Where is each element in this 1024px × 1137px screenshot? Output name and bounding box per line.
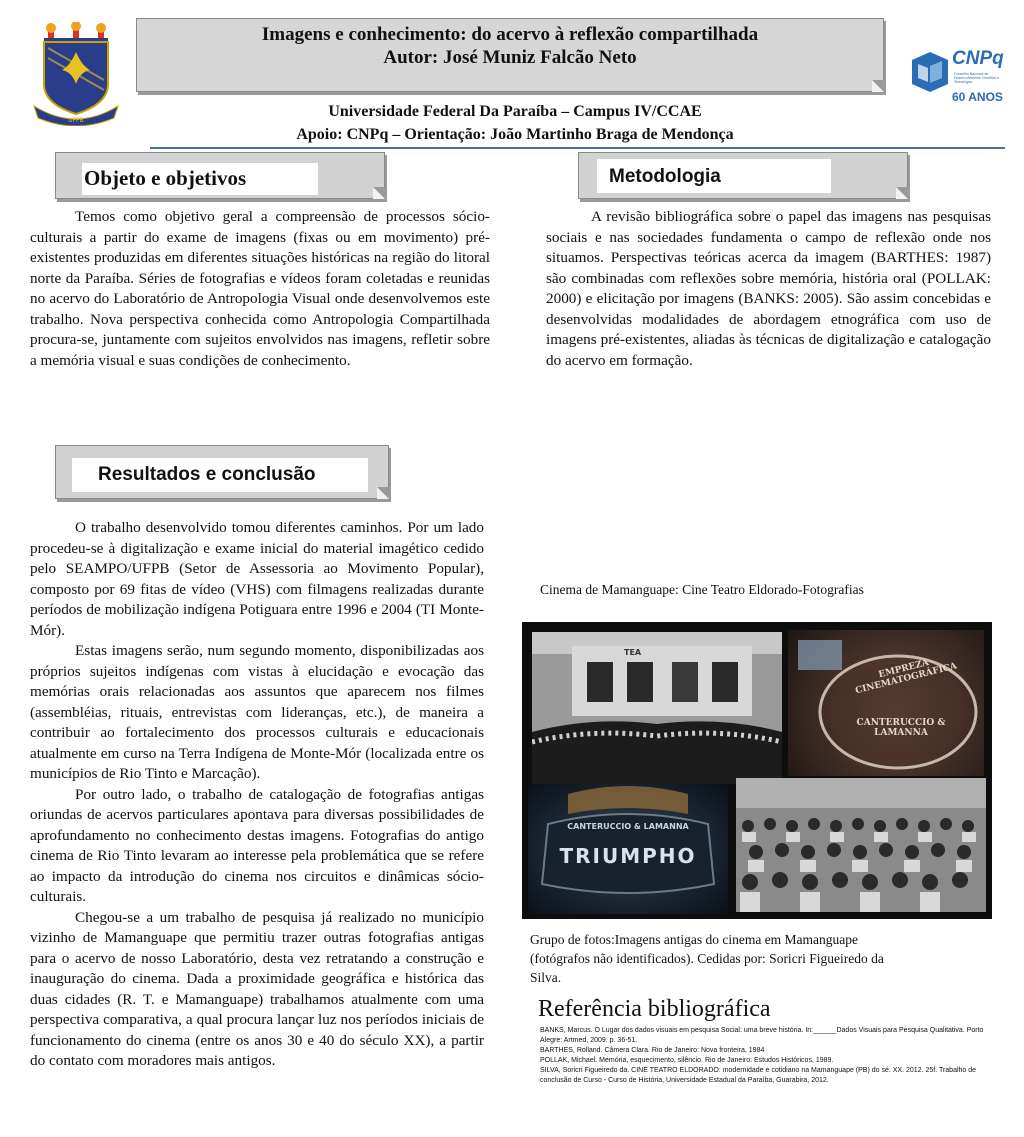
building-sign: TEA bbox=[624, 648, 642, 657]
poster-author: Autor: José Muniz Falcão Neto bbox=[383, 47, 637, 68]
photo-cinema-building bbox=[532, 632, 782, 784]
resultados-paragraph-2: Estas imagens serão, num segundo momento, disponibilizadas aos próprios sujeitos indígenas com vistas à elucidação e evocação das memórias orais relacionadas aos assuntos que aparecem nos filmes (assembléias, rituais, entrevistas com lideranças, etc.), de maneira a contribuir ao fortalecimento dos processos culturais e educacionais atualmente em curso na Terra Indígena de Monte-Mór (localizada entre os municípios de Rio Tinto e Marcação). bbox=[30, 642, 484, 782]
cnpq-subtitle: Conselho Nacional de Desenvolvimento Científico e Tecnológico bbox=[954, 72, 1000, 84]
poster-title-box bbox=[136, 18, 884, 92]
objetivos-text bbox=[30, 207, 490, 371]
objetivos-paragraph: Temos como objetivo geral a compreensão de processos sócio-culturais a partir do exame de imagens (fixas ou em movimento) pré-existentes produzidas em diferentes situações históricas na região do litoral norte da Paraíba. Séries de fotografias e vídeos foram coletadas e reunidas no acervo do Laboratório de Antropologia Visual onde desenvolvemos este trabalho. Nova perspectiva conhecida como Antropologia Compartilhada procura-se, juntamente com sujeitos envolvidos nas imagens, refletir sobre a memória visual e suas condições de conhecimento. bbox=[30, 208, 490, 369]
photo-audience bbox=[736, 778, 986, 912]
university-crest-icon bbox=[30, 22, 122, 126]
institution-line: Universidade Federal Da Paraíba – Campus IV/CCAE bbox=[328, 103, 702, 120]
section-header-metodologia bbox=[578, 152, 908, 199]
photo-caption-bottom: Grupo de fotos:Imagens antigas do cinema em Mamanguape (fotógrafos não identificados). Cedidas por: Soricri Figueiredo da Silva. bbox=[530, 932, 884, 985]
photo-projector bbox=[528, 784, 728, 914]
reference-item: BARTHES, Rolland. Câmera Clara. Rio de Janeiro: Nova fronteira, 1984 bbox=[540, 1047, 765, 1054]
metodologia-paragraph: A revisão bibliográfica sobre o papel das imagens nas pesquisas sociais e nas sociedades fundamenta o campo de reflexão onde nos situamos. Perspectivas teóricas acerca da imagem (BARTHES: 1987) são combinadas com reflexões sobre memória, história oral (POLLAK: 2000) e elicitação por imagens (BANKS: 2005). São assim concebidas e desenvolvidas modalidades de abordagem etnográfica com uso de imagens pré-existentes, aliadas às técnicas de digitalização e catalogação do acervo em formação. bbox=[546, 208, 991, 369]
section-header-resultados bbox=[55, 445, 389, 499]
section-title-metodologia: Metodologia bbox=[609, 166, 721, 187]
references-heading: Referência bibliográfica bbox=[538, 996, 771, 1022]
section-title-objetivos: Objeto e objetivos bbox=[84, 166, 247, 190]
photo-emblem bbox=[788, 630, 984, 776]
section-header-objetivos bbox=[55, 152, 385, 199]
resultados-paragraph-1: O trabalho desenvolvido tomou diferentes caminhos. Por um lado procedeu-se à digitalização e exame inicial do material imagético cedido pelo SEAMPO/UFPB (Setor de Assessoria ao Movimento Popular), composto por 69 fitas de vídeo (VHS) com filmagens realizadas durante períodos de mobilização indígena Potiguara entre 1996 e 2004 (TI Monte-Mór). bbox=[30, 519, 484, 639]
cnpq-60-anos: 60 ANOS bbox=[952, 90, 1003, 104]
photo-collage bbox=[522, 622, 992, 919]
page-fold-corner bbox=[872, 80, 884, 92]
reference-item: SILVA, Soricri Figueiredo da. CINE TEATRO ELDORADO: modernidade e cotidiano na Mamanguape (PB) do sé. XX. 2012. 25f. Trabalho de conclusão de Curso - Curso de História, Universidade Estadual da Paraíba, Guarabira, 2012. bbox=[540, 1067, 977, 1084]
projector-brand-line: CANTERUCCIO & LAMANNA bbox=[567, 822, 689, 831]
cnpq-logo bbox=[908, 46, 1012, 110]
photo-caption-top: Cinema de Mamanguape: Cine Teatro Eldorado-Fotografias bbox=[540, 582, 864, 597]
support-line: Apoio: CNPq – Orientação: João Martinho Braga de Mendonça bbox=[296, 126, 734, 143]
resultados-paragraph-4: Chegou-se a um trabalho de pesquisa já realizado no município vizinho de Mamanguape que permitiu trazer outras fotografias antigas para o acervo de nosso Laboratório, desta vez retratando a construção e inauguração do cinema. Dada a proximidade geográfica e histórica das duas cidades (R. T. e Mamanguape) trabalhamos atualmente com uma perspectiva comparativa, a qual procura lançar luz nos períodos iniciais de funcionamento do cinema (entre os anos 30 e 40 do século XX), a partir do contato com moradores mais antigos. bbox=[30, 908, 484, 1069]
cnpq-wordmark: CNPq bbox=[952, 48, 1004, 69]
emblem-text: EMPREZA CINEMATOGRÁFICA bbox=[854, 658, 959, 697]
resultados-paragraph-3: Por outro lado, o trabalho de catalogação de fotografias antigas oriundas de acervos particulares apontava para diversas possibilidades de aprofundamento no conhecimento destas imagens. Fotografias do antigo cinema de Rio Tinto levaram ao interesse pela problemática que se refere ao impacto da introdução do cinema nos circuitos e dinâmicas sócio-culturais. bbox=[30, 785, 484, 905]
ufpb-logo bbox=[30, 22, 122, 126]
references-list bbox=[540, 1026, 1000, 1086]
reference-item: POLLAK, Michael. Memória, esquecimento, silêncio. Rio de Janeiro: Estudos Históricos, 1989. bbox=[540, 1057, 834, 1064]
reference-item: BANKS, Marcus. O Lugar dos dados visuais em pesquisa Social: uma breve história. In:______Dados Visuais para Pesquisa Qualitativa. Porto Alegre: Artmed, 2009. p. 36-51. bbox=[540, 1027, 984, 1044]
projector-model: TRIUMPHO bbox=[559, 844, 697, 868]
emblem-text-2: CANTERUCCIO & LAMANNA bbox=[856, 718, 946, 738]
poster-title: Imagens e conhecimento: do acervo à reflexão compartilhada bbox=[261, 24, 759, 45]
svg-text:UFPB: UFPB bbox=[68, 117, 84, 124]
metodologia-text bbox=[546, 207, 991, 371]
header-divider bbox=[150, 147, 1005, 149]
resultados-text bbox=[30, 518, 484, 1072]
section-title-resultados: Resultados e conclusão bbox=[98, 464, 316, 485]
